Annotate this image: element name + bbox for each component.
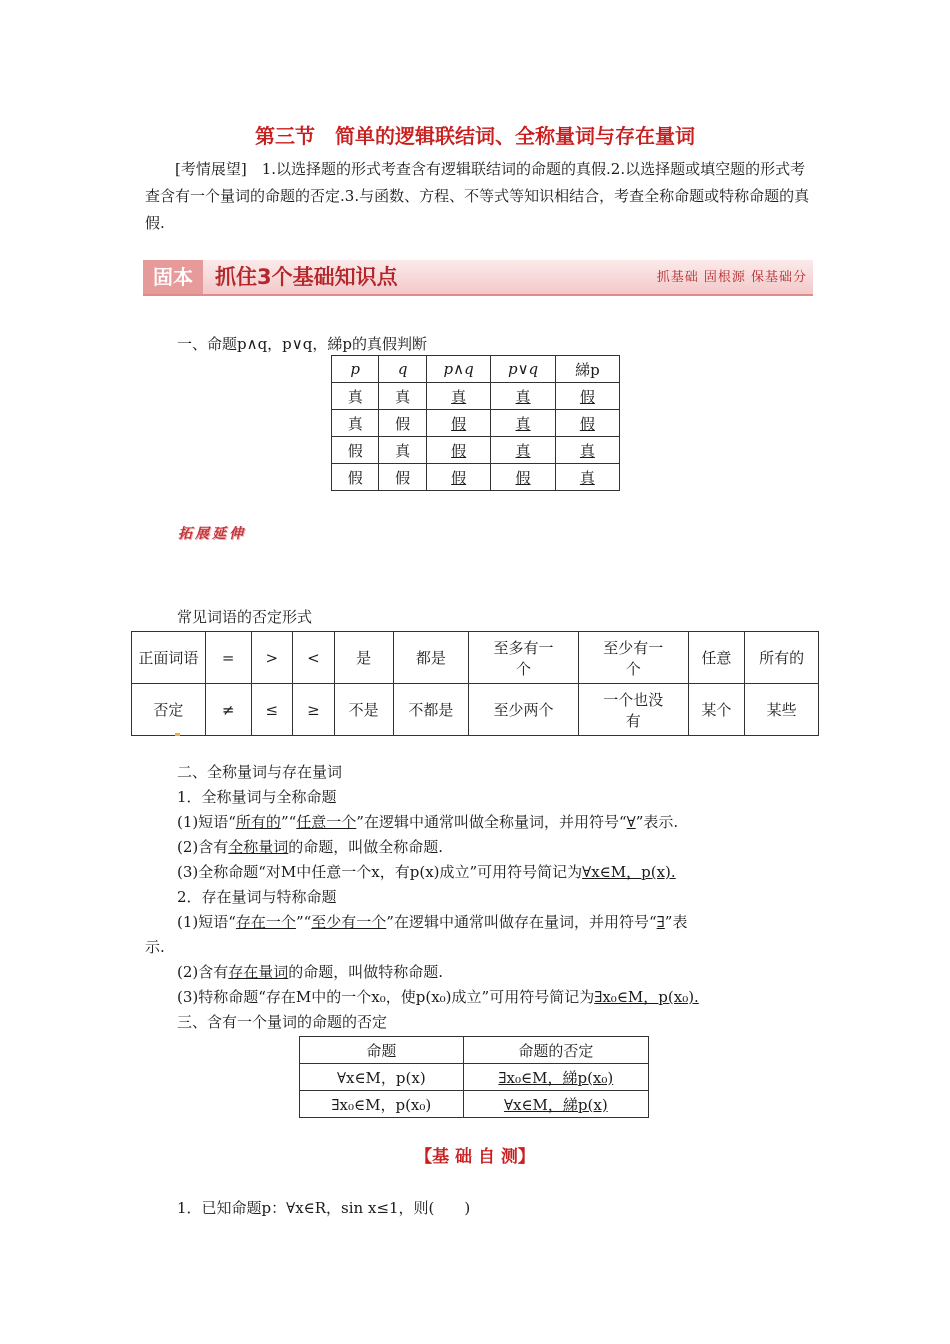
fill-blank: 所有的 <box>235 813 281 831</box>
table-cell: 至少两个 <box>469 684 579 736</box>
table-cell: 假 <box>332 464 379 491</box>
header-cell: 命题的否定 <box>463 1037 648 1064</box>
table-cell: 假 <box>426 437 490 464</box>
table-cell: 都是 <box>393 632 468 684</box>
table-cell: 任意 <box>688 632 745 684</box>
table-cell: 真 <box>332 410 379 437</box>
fill-blank: 存在一个 <box>235 913 296 931</box>
fill-blank: ∃x₀∈M，p(x₀). <box>594 988 699 1006</box>
section2-heading: 二、全称量词与存在量词 <box>177 763 343 781</box>
quantifier-negation-table <box>299 1036 649 1118</box>
text: ”“ <box>280 813 297 831</box>
table-cell: 假 <box>426 410 490 437</box>
banner-main-title: 抓住3个基础知识点 <box>215 265 398 289</box>
text: ”在逻辑中通常叫做全称量词，并用符号“ <box>356 813 627 831</box>
section1-heading: 一、命题p∧q，p∨q，綈p的真假判断 <box>177 335 427 353</box>
table-row <box>332 464 620 491</box>
table-cell: 假 <box>426 464 490 491</box>
header-cell: q <box>379 356 426 383</box>
section2-line4-cont: 示. <box>145 938 165 956</box>
text: ”“ <box>295 913 312 931</box>
table-row <box>132 684 819 736</box>
header-cell: 命题 <box>300 1037 464 1064</box>
table-cell: 真 <box>491 437 555 464</box>
table-row <box>132 632 819 684</box>
table-cell: 某些 <box>745 684 819 736</box>
header-cell: 綈p <box>555 356 619 383</box>
table-header-row <box>300 1037 649 1064</box>
table-cell: 至多有一个 <box>469 632 579 684</box>
table-cell: ≤ <box>251 684 293 736</box>
truth-table-header <box>332 356 620 383</box>
table-cell: ∀x∈M，p(x) <box>300 1064 464 1091</box>
table-cell: 真 <box>555 464 619 491</box>
table-cell: 正面词语 <box>132 632 206 684</box>
text: (3)全称命题“对M中任意一个x，有p(x)成立”可用符号简记为 <box>177 863 583 881</box>
table-cell: 假 <box>555 410 619 437</box>
extension-label: 拓展延伸 <box>178 526 246 542</box>
header-cell: p∧q <box>426 356 490 383</box>
truth-table <box>331 355 620 491</box>
table-cell: 是 <box>334 632 393 684</box>
table-row <box>332 410 620 437</box>
negation-heading: 常见词语的否定形式 <box>177 608 313 626</box>
table-cell: 假 <box>332 437 379 464</box>
section-banner <box>143 260 813 296</box>
table-row <box>332 383 620 410</box>
table-cell: ≠ <box>205 684 251 736</box>
section2-line6 <box>177 986 699 1007</box>
table-cell: 一个也没有 <box>578 684 688 736</box>
section2-line1 <box>177 811 678 832</box>
table-cell: 真 <box>491 383 555 410</box>
table-row <box>300 1091 649 1118</box>
text: (2)含有 <box>177 838 229 856</box>
table-cell: 真 <box>555 437 619 464</box>
text: 的命题，叫做特称命题. <box>288 963 444 981</box>
table-row <box>300 1064 649 1091</box>
table-cell: ∃x₀∈M，綈p(x₀) <box>463 1064 648 1091</box>
section2-sub2: 2．存在量词与特称命题 <box>177 888 337 906</box>
fill-blank: 存在量词 <box>228 963 289 981</box>
fill-blank: ∃ <box>656 913 665 931</box>
section2-line2 <box>177 836 443 857</box>
table-cell: 假 <box>379 464 426 491</box>
table-cell: 至少有一个 <box>578 632 688 684</box>
exam-outlook: [考情展望] 1.以选择题的形式考查含有逻辑联结词的命题的真假.2.以选择题或填空题的形式考查含有一个量词的命题的否定.3.与函数、方程、不等式等知识相结合，考查全称命题或特称命题的真假. <box>145 160 810 232</box>
table-cell: 真 <box>379 437 426 464</box>
table-row <box>332 437 620 464</box>
table-cell: ∃x₀∈M，p(x₀) <box>300 1091 464 1118</box>
section2-sub1: 1．全称量词与全称命题 <box>177 788 337 806</box>
page-title: 第三节 简单的逻辑联结词、全称量词与存在量词 <box>255 124 695 148</box>
text: ”在逻辑中通常叫做存在量词，并用符号“ <box>386 913 657 931</box>
table-cell: 假 <box>379 410 426 437</box>
table-cell: 真 <box>426 383 490 410</box>
text: ”表示. <box>635 813 679 831</box>
table-cell: 否定 <box>132 684 206 736</box>
section3-heading: 三、含有一个量词的命题的否定 <box>177 1013 388 1031</box>
table-cell: 不是 <box>334 684 393 736</box>
table-cell: 假 <box>491 464 555 491</box>
self-test-heading: 【基 础 自 测】 <box>415 1147 535 1167</box>
fill-blank: ∀x∈M，p(x). <box>582 863 676 881</box>
text: 的命题，叫做全称命题. <box>288 838 444 856</box>
section2-line5 <box>177 961 443 982</box>
table-cell: < <box>293 632 335 684</box>
question-1: 1．已知命题p：∀x∈R，sin x≤1，则( ) <box>177 1199 471 1217</box>
text: ”表 <box>664 913 688 931</box>
header-cell: p <box>332 356 379 383</box>
table-cell: 真 <box>379 383 426 410</box>
text: (1)短语“ <box>177 813 236 831</box>
text: (2)含有 <box>177 963 229 981</box>
section2-line3 <box>177 861 676 882</box>
header-cell: p∨q <box>491 356 555 383</box>
decorative-mark <box>175 733 180 736</box>
table-cell: 假 <box>555 383 619 410</box>
fill-blank: 任意一个 <box>296 813 357 831</box>
table-cell: ≥ <box>293 684 335 736</box>
negation-table <box>131 631 819 736</box>
text: (1)短语“ <box>177 913 236 931</box>
table-cell: 不都是 <box>393 684 468 736</box>
table-cell: 所有的 <box>745 632 819 684</box>
table-cell: > <box>251 632 293 684</box>
fill-blank: ∀ <box>626 813 636 831</box>
table-cell: 某个 <box>688 684 745 736</box>
table-cell: = <box>205 632 251 684</box>
banner-slogan: 抓基础 固根源 保基础分 <box>656 270 807 285</box>
banner-tag: 固本 <box>143 260 203 294</box>
table-cell: 真 <box>491 410 555 437</box>
fill-blank: 至少有一个 <box>311 913 387 931</box>
table-cell: 真 <box>332 383 379 410</box>
table-cell: ∀x∈M，綈p(x) <box>463 1091 648 1118</box>
fill-blank: 全称量词 <box>228 838 289 856</box>
text: (3)特称命题“存在M中的一个x₀，使p(x₀)成立”可用符号简记为 <box>177 988 595 1006</box>
section2-line4 <box>177 911 687 932</box>
